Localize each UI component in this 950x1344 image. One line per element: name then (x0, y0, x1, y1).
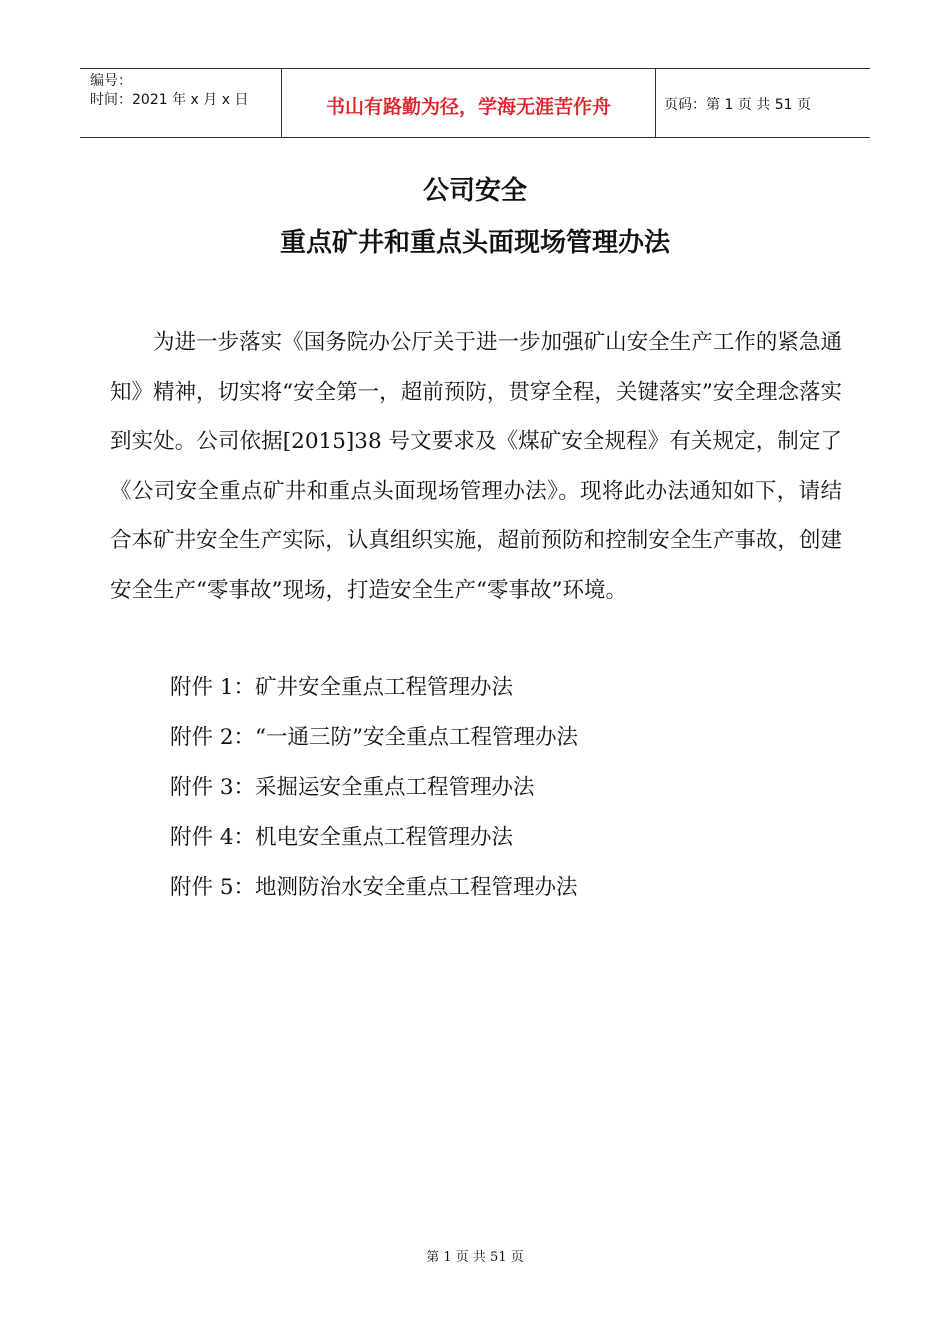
header-page-info: 页码：第 1 页 共 51 页 (664, 97, 811, 113)
body-paragraph: 为进一步落实《国务院办公厅关于进一步加强矿山安全生产工作的紧急通知》精神，切实将“安全第一，超前预防，贯穿全程，关键落实”安全理念落实到实处。公司依据[2015]38 号文要求及《煤矿安全规程》有关规定，制定了《公司安全重点矿井和重点头面现场管理办法》。现将此办法通知如下，请结合本矿井安全生产实际，认真组织实施，超前预防和控制安全生产事故，创建安全生产“零事故”现场，打造安全生产“零事故”环境。 (110, 330, 842, 603)
document-title-line2: 重点矿井和重点头面现场管理办法 (279, 228, 670, 258)
page-footer: 第 1 页 共 51 页 (426, 1250, 524, 1265)
attachment-list (170, 663, 578, 913)
document-title-line1: 公司安全 (422, 176, 527, 206)
attachment-item: 附件 5：地测防治水安全重点工程管理办法 (170, 875, 578, 900)
document-header (80, 68, 870, 138)
header-motto: 书山有路勤为径，学海无涯苦作舟 (282, 69, 656, 137)
attachment-item: 附件 1：矿井安全重点工程管理办法 (170, 675, 514, 700)
attachment-item: 附件 3：采掘运安全重点工程管理办法 (170, 775, 535, 800)
header-meta-cell (80, 69, 282, 137)
header-time-label: 时间：2021 年 x 月 x 日 (90, 92, 249, 108)
attachment-item: 附件 2：“一通三防”安全重点工程管理办法 (170, 725, 578, 750)
attachment-item: 附件 4：机电安全重点工程管理办法 (170, 825, 514, 850)
header-number-label: 编号： (90, 73, 132, 89)
